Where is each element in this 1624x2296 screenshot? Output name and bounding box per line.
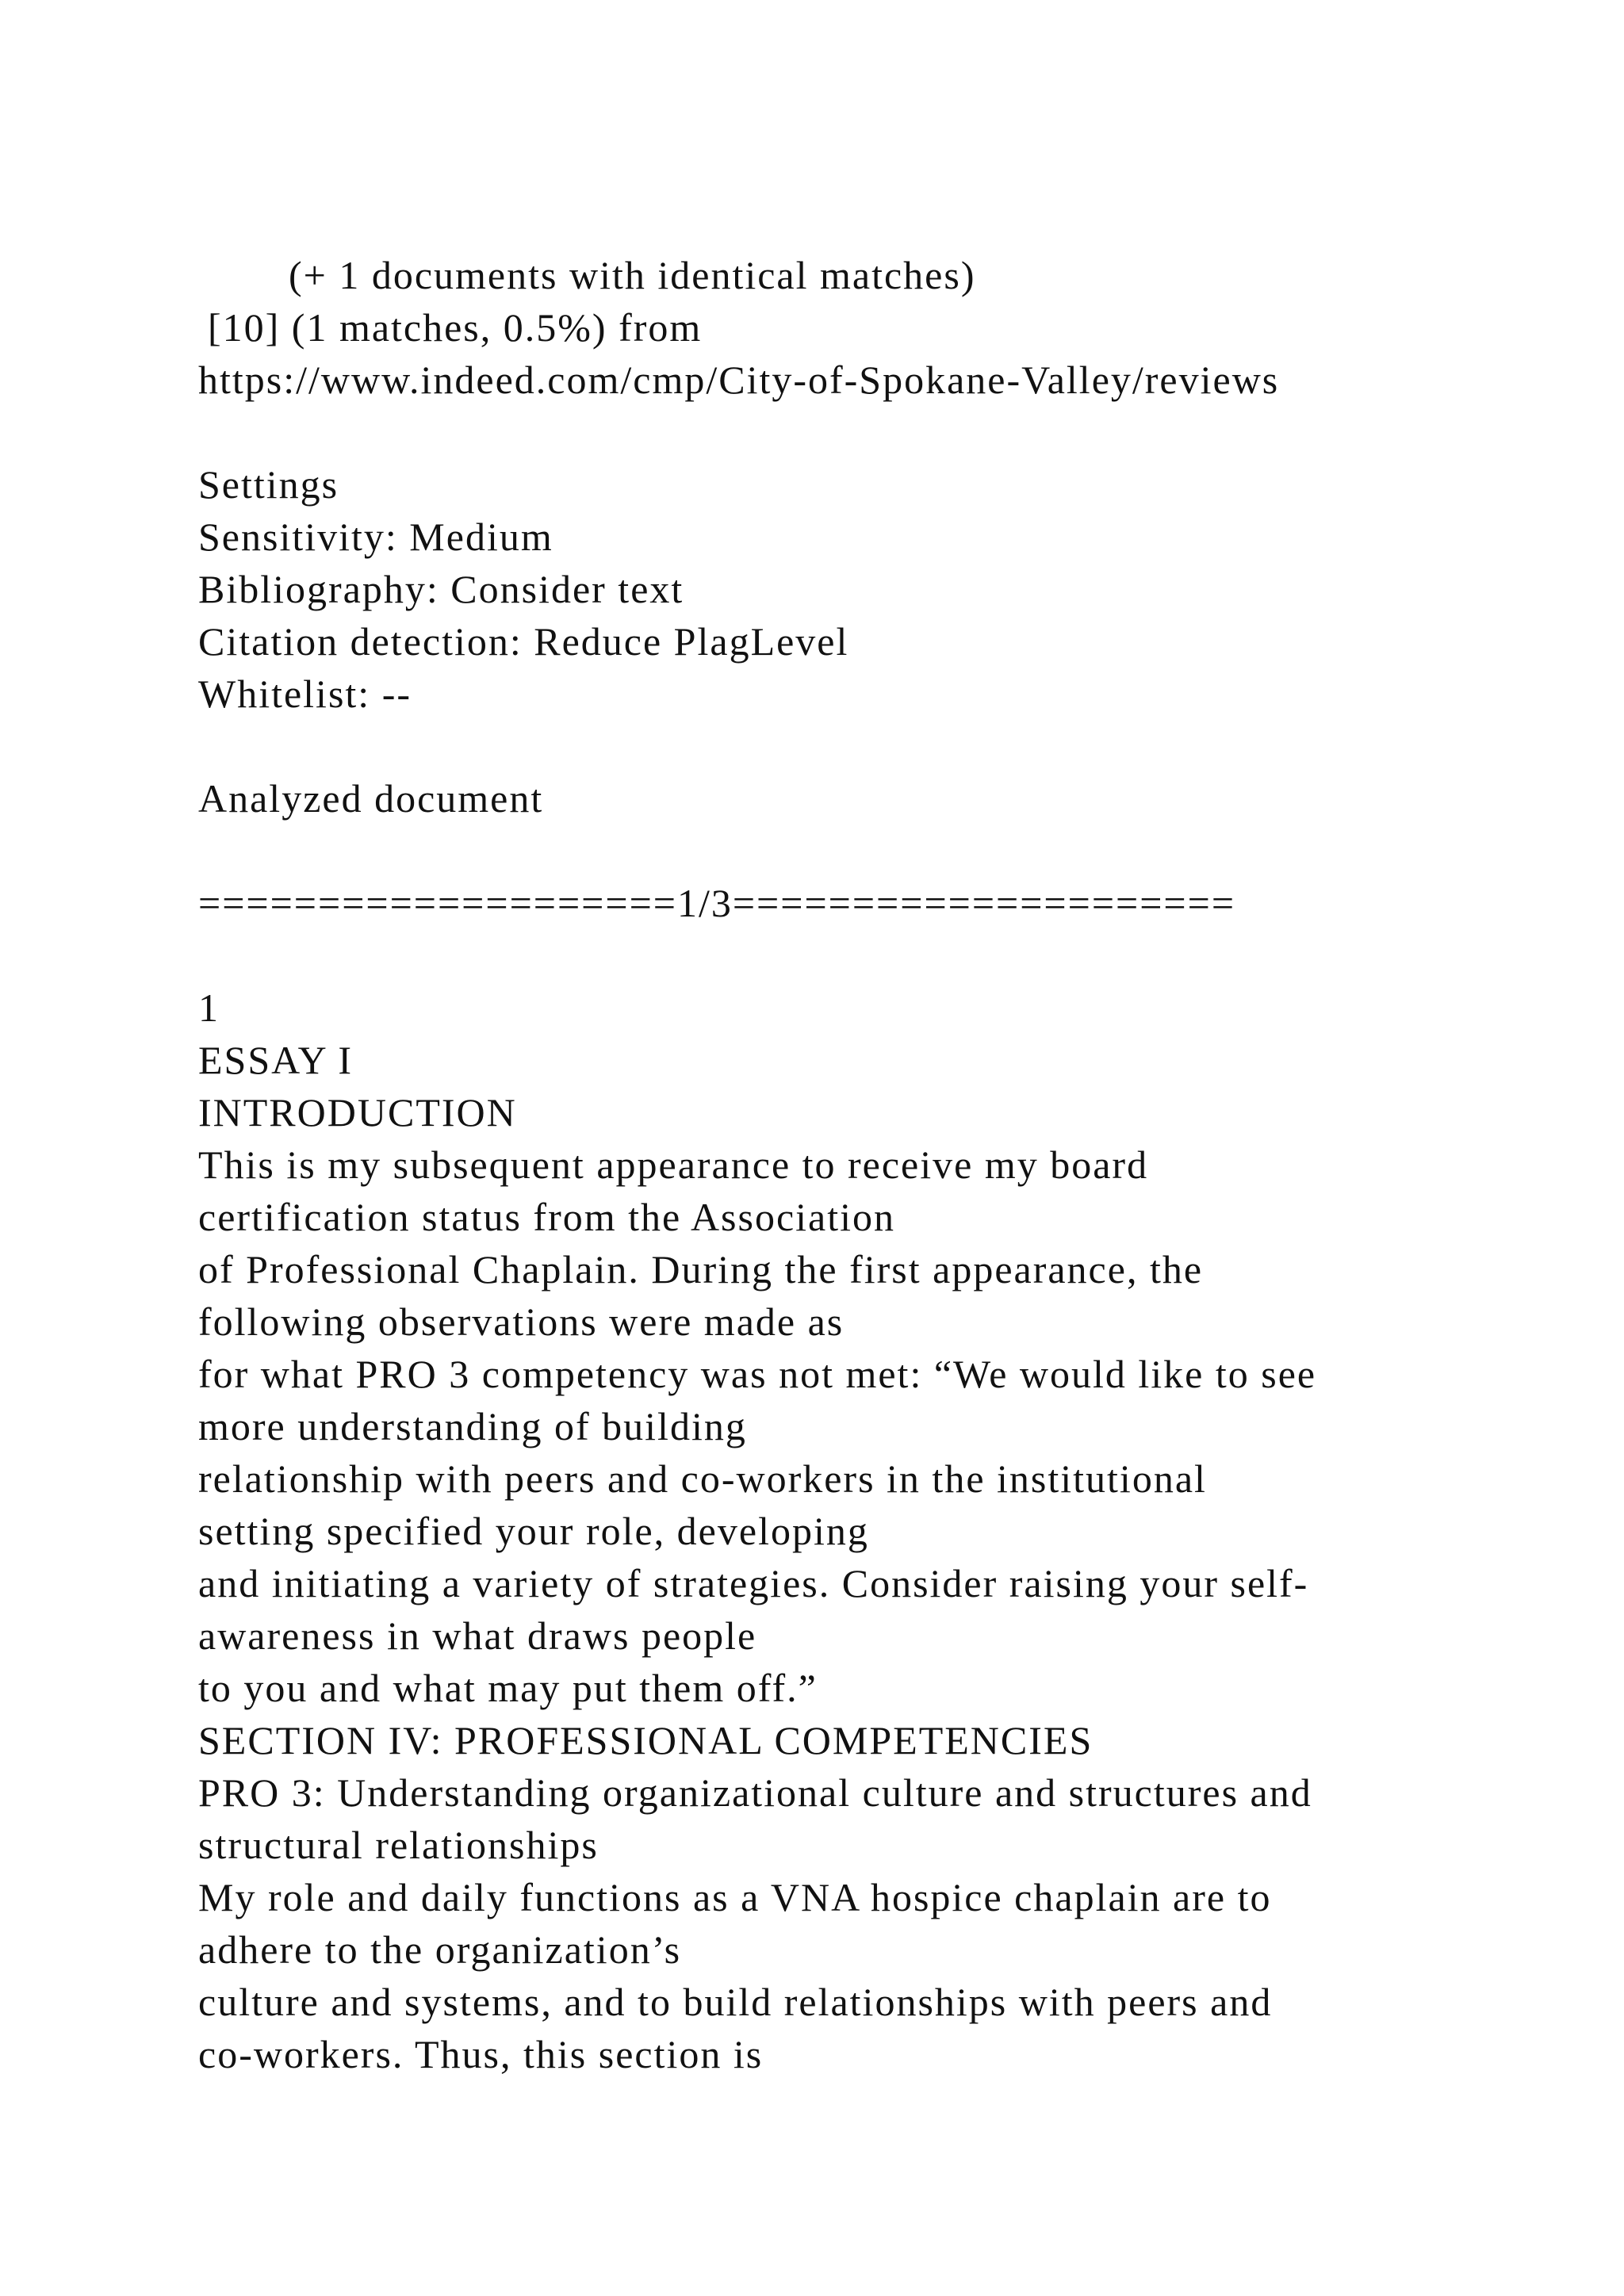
body-text-line: My role and daily functions as a VNA hospice chaplain are to <box>198 1875 1272 1919</box>
blank-line <box>198 406 1546 458</box>
settings-heading: Settings <box>198 462 339 507</box>
body-text-line: and initiating a variety of strategies. Consider raising your self- <box>198 1561 1309 1605</box>
identical-matches-note: (+ 1 documents with identical matches) <box>289 253 976 297</box>
source-url: https://www.indeed.com/cmp/City-of-Spokane-Valley/reviews <box>198 358 1280 402</box>
body-text-line: PRO 3: Understanding organizational culture and structures and <box>198 1770 1312 1815</box>
match-reference: [10] (1 matches, 0.5%) from <box>208 305 703 350</box>
body-text-line: certification status from the Association <box>198 1195 896 1239</box>
body-text-line: more understanding of building <box>198 1404 747 1448</box>
section-heading-professional-competencies: SECTION IV: PROFESSIONAL COMPETENCIES <box>198 1718 1094 1762</box>
body-text-line: culture and systems, and to build relationships with peers and <box>198 1980 1273 2024</box>
document-content <box>198 249 1546 2080</box>
analyzed-document-heading: Analyzed document <box>198 776 544 821</box>
body-text-line: relationship with peers and co-workers in the institutional <box>198 1456 1207 1501</box>
body-text-line: following observations were made as <box>198 1299 845 1344</box>
bibliography-setting: Bibliography: Consider text <box>198 567 684 611</box>
citation-detection-setting: Citation detection: Reduce PlagLevel <box>198 619 849 664</box>
whitelist-setting: Whitelist: -- <box>198 672 412 716</box>
page-number: 1 <box>198 985 220 1030</box>
section-heading-introduction: INTRODUCTION <box>198 1090 517 1135</box>
blank-line <box>198 825 1546 877</box>
body-text-line: adhere to the organization’s <box>198 1927 682 1972</box>
body-text-line: of Professional Chaplain. During the first appearance, the <box>198 1247 1204 1292</box>
body-text-line: This is my subsequent appearance to receive my board <box>198 1142 1149 1187</box>
body-text-line: setting specified your role, developing <box>198 1509 869 1553</box>
body-text-line: structural relationships <box>198 1823 599 1867</box>
body-text-line: awareness in what draws people <box>198 1613 757 1658</box>
body-text-line: co-workers. Thus, this section is <box>198 2032 764 2076</box>
blank-line <box>198 929 1546 982</box>
body-text-line: to you and what may put them off.” <box>198 1666 818 1710</box>
essay-title: ESSAY I <box>198 1038 354 1082</box>
blank-line <box>198 720 1546 772</box>
page-separator: ====================1/3===================== <box>198 881 1236 925</box>
body-text-line: for what PRO 3 competency was not met: “We would like to see <box>198 1352 1317 1396</box>
sensitivity-setting: Sensitivity: Medium <box>198 515 553 559</box>
